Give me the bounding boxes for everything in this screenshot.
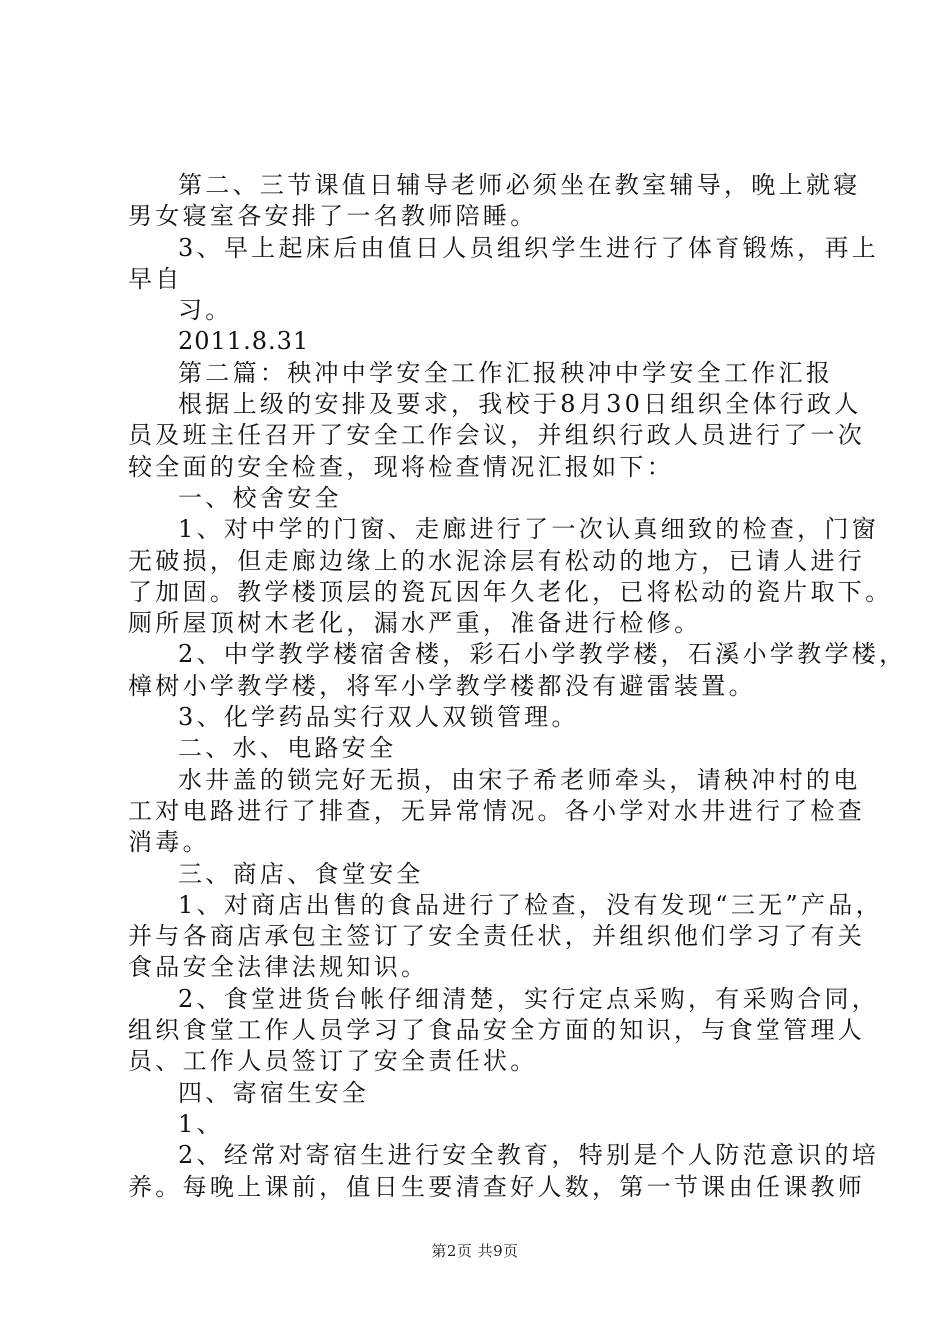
- text-line: 四、寄宿生安全: [178, 1078, 370, 1107]
- text-line: 员及班主任召开了安全工作会议，并组织行政人员进行了一次: [128, 421, 866, 450]
- text-line: 较全面的安全检查，现将检查情况汇报如下：: [128, 452, 674, 481]
- text-line: 1、: [178, 1109, 224, 1138]
- text-line: 水井盖的锁完好无损，由宋子希老师牵头，请秧冲村的电: [178, 765, 861, 794]
- text-line: 3、早上起床后由值日人员组织学生进行了体育锻炼，再上: [178, 233, 880, 262]
- document-body: [128, 170, 907, 1203]
- text-line: 2、中学教学楼宿舍楼，彩石小学教学楼，石溪小学教学楼，: [178, 640, 907, 669]
- text-line: 工对电路进行了排查，无异常情况。各小学对水井进行了检查: [128, 796, 866, 825]
- text-line: 2、食堂进货台帐仔细清楚，实行定点采购，有采购合同，: [178, 984, 880, 1013]
- text-line: 第二、三节课值日辅导老师必须坐在教室辅导，晚上就寝: [178, 171, 861, 199]
- text-line: 习。: [178, 296, 233, 325]
- text-line: 第二篇：秧冲中学安全工作汇报秧冲中学安全工作汇报: [178, 358, 834, 387]
- text-line: 樟树小学教学楼，将军小学教学楼都没有避雷装置。: [128, 671, 756, 700]
- text-line: 2、经常对寄宿生进行安全教育，特别是个人防范意识的培: [178, 1141, 880, 1170]
- text-line: 1、对中学的门窗、走廊进行了一次认真细致的检查，门窗: [178, 515, 880, 544]
- text-line: 养。每晚上课前，值日生要清查好人数，第一节课由任课教师: [128, 1172, 866, 1201]
- text-line: 3、化学药品实行双人双锁管理。: [178, 703, 579, 732]
- text-line: 早自: [128, 264, 183, 293]
- text-line: 1、对商店出售的食品进行了检查，没有发现“三无”产品，: [178, 890, 883, 919]
- text-line: 二、水、电路安全: [178, 734, 397, 763]
- text-line: 无破损，但走廊边缘上的水泥涂层有松动的地方，已请人进行: [128, 546, 866, 575]
- page-footer: 第2页 共9页: [431, 1242, 519, 1260]
- text-line: 2011.8.31: [178, 327, 310, 356]
- text-line: 男女寝室各安排了一名教师陪睡。: [128, 202, 538, 231]
- text-line: 一、校舍安全: [178, 483, 342, 512]
- text-line: 组织食堂工作人员学习了食品安全方面的知识，与食堂管理人: [128, 1016, 866, 1045]
- text-line: 了加固。教学楼顶层的瓷瓦因年久老化，已将松动的瓷片取下。: [128, 577, 893, 606]
- text-line: 并与各商店承包主签订了安全责任状，并组织他们学习了有关: [128, 922, 866, 951]
- text-line: 厕所屋顶树木老化，漏水严重，准备进行检修。: [128, 609, 702, 638]
- text-line: 消毒。: [128, 828, 210, 857]
- text-line: 三、商店、食堂安全: [178, 859, 424, 888]
- text-line: 根据上级的安排及要求，我校于8月30日组织全体行政人: [178, 390, 862, 419]
- text-line: 食品安全法律法规知识。: [128, 953, 429, 982]
- text-line: 员、工作人员签订了安全责任状。: [128, 1047, 538, 1076]
